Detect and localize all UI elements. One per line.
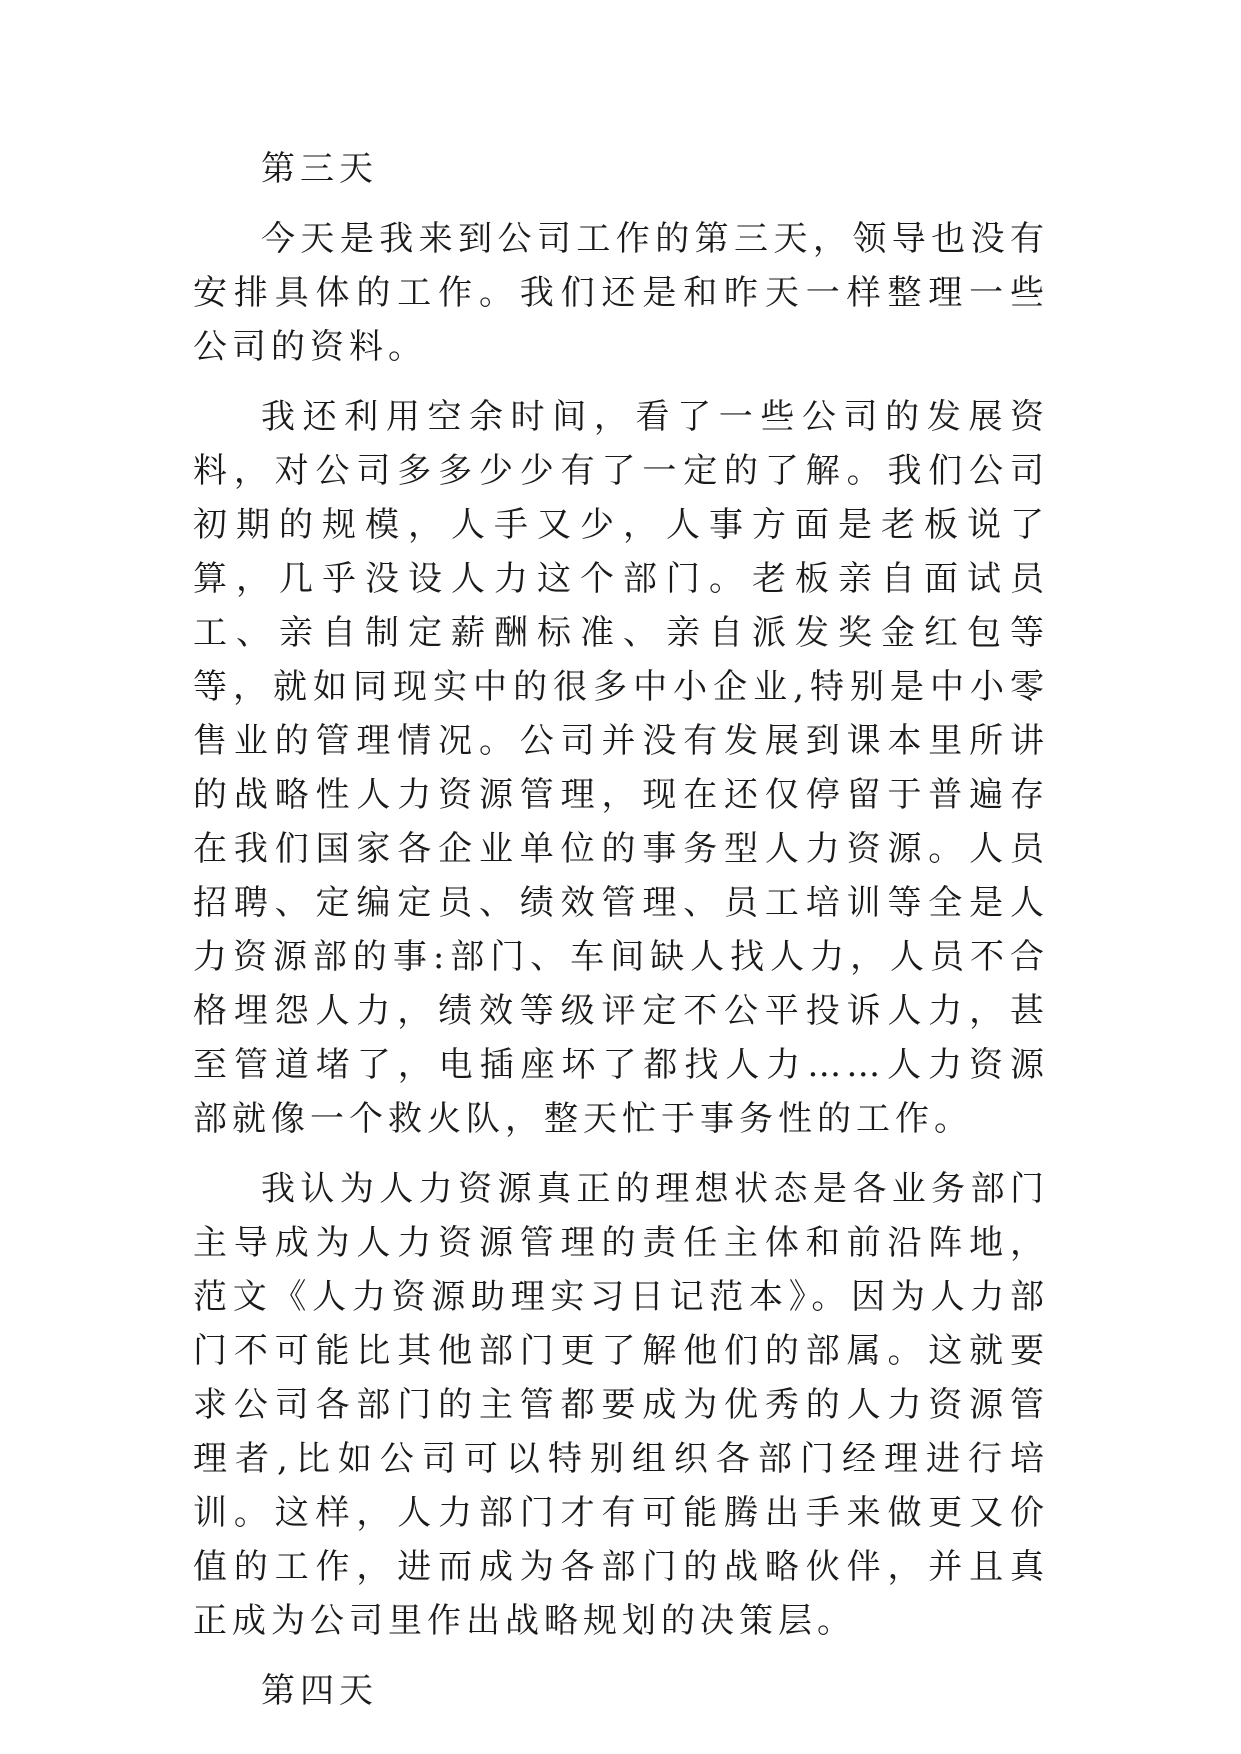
section-heading-day-three: 第三天	[261, 149, 378, 189]
document-body	[193, 142, 1049, 1734]
paragraph-2: 我还利用空余时间，看了一些公司的发展资料，对公司多多少少有了一定的了解。我们公司初期的规模，人手又少，人事方面是老板说了算，几乎没设人力这个部门。老板亲自面试员工、亲自制定薪酬标准、亲自派发奖金红包等等，就如同现实中的很多中小企业,特别是中小零售业的管理情况。公司并没有发展到课本里所讲的战略性人力资源管理，现在还仅停留于普遍存在我们国家各企业单位的事务型人力资源。人员招聘、定编定员、绩效管理、员工培训等全是人力资源部的事:部门、车间缺人找人力，人员不合格埋怨人力，绩效等级评定不公平投诉人力，甚至管道堵了，电插座坏了都找人力……人力资源部就像一个救火队，整天忙于事务性的工作。	[193, 397, 1049, 1139]
paragraph-3: 我认为人力资源真正的理想状态是各业务部门主导成为人力资源管理的责任主体和前沿阵地，范文《人力资源助理实习日记范本》。因为人力部门不可能比其他部门更了解他们的部属。这就要求公司各部门的主管都要成为优秀的人力资源管理者,比如公司可以特别组织各部门经理进行培训。这样，人力部门才有可能腾出手来做更又价值的工作，进而成为各部门的战略伙伴，并且真正成为公司里作出战略规划的决策层。	[193, 1169, 1049, 1641]
section-heading-day-four: 第四天	[261, 1671, 378, 1711]
paragraph-1: 今天是我来到公司工作的第三天，领导也没有安排具体的工作。我们还是和昨天一样整理一些公司的资料。	[193, 219, 1049, 367]
